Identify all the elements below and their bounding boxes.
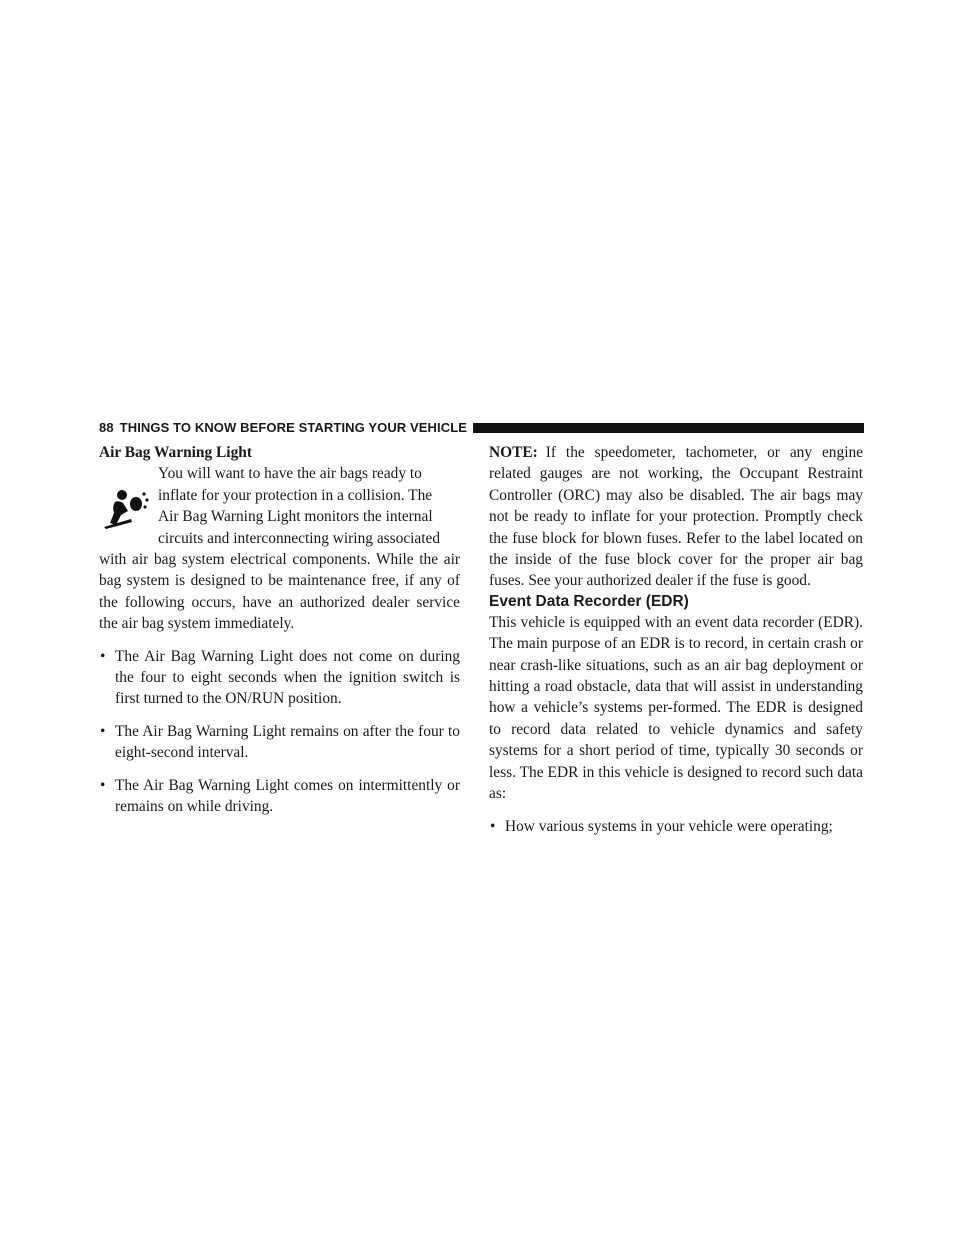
- header-rule: [473, 423, 864, 433]
- intro-line-1: You will want to have the air bags ready to: [158, 465, 422, 483]
- page-header: [99, 417, 864, 437]
- note-text: If the speedometer, tachometer, or any engine related gauges are not working, the Occupant Restraint Controller (ORC) may also be disabled. The air bags may not be ready to inflate for your protection. Promptly check the fuse block for blown fuses. Refer to the label located on the inside of the fuse block cover for the proper air bag fuses. See your authorized dealer if the fuse is good.: [489, 444, 863, 590]
- list-item: • The Air Bag Warning Light remains on after the four to eight-second interval.: [100, 722, 460, 762]
- airbag-intro: [99, 463, 460, 549]
- note-label: NOTE:: [489, 444, 538, 461]
- list-item-text: The Air Bag Warning Light remains on after the four to eight-second interval.: [115, 722, 460, 762]
- airbag-warning-icon: [101, 489, 149, 529]
- note-paragraph: [489, 442, 863, 592]
- intro-paragraph: with air bag system electrical components. While the air bag system is designed to be maintenance free, if any of the following occurs, have an authorized dealer service the air bag system immediately.: [99, 551, 460, 633]
- intro-line-4: circuits and interconnecting wiring associated: [158, 529, 441, 547]
- airbag-warning-heading: Air Bag Warning Light: [99, 444, 252, 461]
- list-item-text: The Air Bag Warning Light comes on intermittently or remains on while driving.: [115, 776, 460, 816]
- edr-heading: Event Data Recorder (EDR): [489, 592, 689, 610]
- list-item: • The Air Bag Warning Light does not come on during the four to eight seconds when the ignition switch is first turned to the ON/RUN position.: [100, 647, 460, 708]
- list-item: • How various systems in your vehicle were operating;: [490, 817, 833, 835]
- intro-line-3: Air Bag Warning Light monitors the internal: [158, 508, 433, 526]
- right-column: [489, 442, 863, 837]
- edr-paragraph: This vehicle is equipped with an event data recorder (EDR). The main purpose of an EDR is to record, in certain crash or near crash-like situations, such as an air bag deployment or hitting a road obstacle, data that will assist in understanding how a vehicle’s systems per-formed. The EDR is designed to record data related to vehicle dynamics and safety systems for a short period of time, typically 30 seconds or less. The EDR in this vehicle is designed to record such data as:: [489, 613, 863, 803]
- intro-line-2: inflate for your protection in a collision. The: [158, 486, 433, 504]
- section-title: THINGS TO KNOW BEFORE STARTING YOUR VEHICLE: [119, 419, 468, 435]
- list-item: • The Air Bag Warning Light comes on intermittently or remains on while driving.: [100, 776, 460, 816]
- header-text: [99, 420, 467, 435]
- list-item-text: The Air Bag Warning Light does not come on during the four to eight seconds when the ignition switch is first turned to the ON/RUN position.: [115, 647, 460, 708]
- left-column: [99, 442, 460, 818]
- list-item-text: How various systems in your vehicle were operating;: [505, 817, 833, 835]
- page-number: 88: [99, 419, 114, 435]
